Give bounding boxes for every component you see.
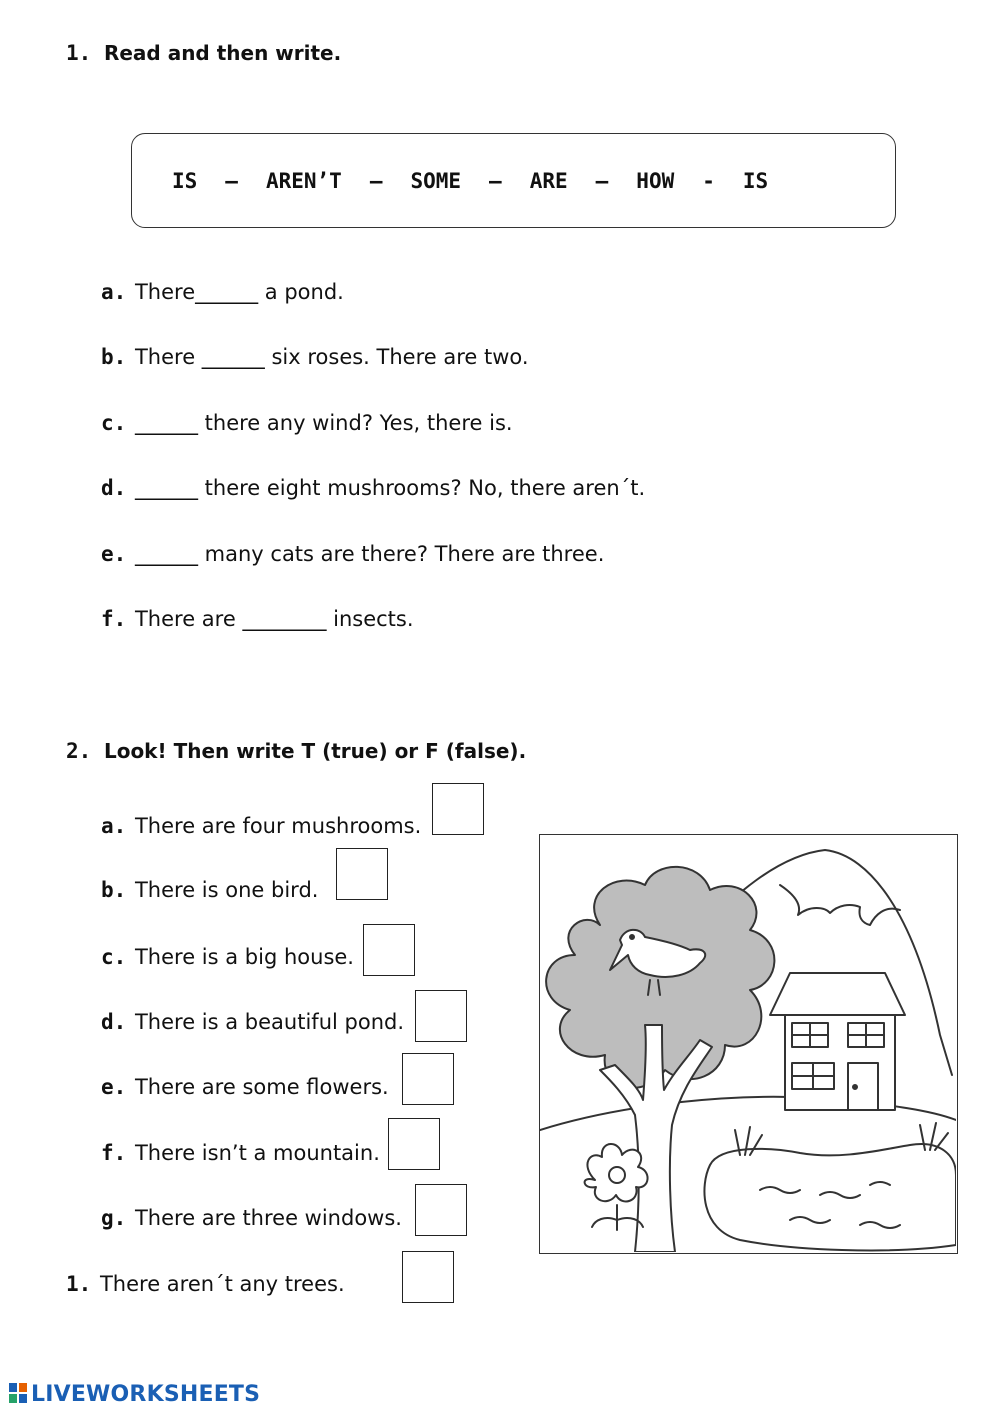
item-label: b. [101,878,127,902]
answer-box[interactable] [415,1184,467,1236]
section-1-number: 1. [66,41,92,65]
fill-blank-item [101,345,529,369]
item-text: There______ a pond. [134,280,344,304]
section-1-heading [66,41,341,65]
item-text: ______ many cats are there? There are three. [134,542,605,566]
item-text: There is a big house. [134,945,354,969]
fill-blank-item [101,476,645,500]
word-bank-separator: – [489,168,502,193]
liveworksheets-logo [8,1382,260,1407]
liveworksheets-mark-icon [8,1382,28,1404]
section-2-title: Look! Then write T (true) or F (false). [103,739,527,763]
item-text: There is one bird. [134,878,319,902]
item-label: a. [101,280,127,304]
item-text: ______ there any wind? Yes, there is. [134,411,513,435]
item-label: c. [101,411,127,435]
item-label: c. [101,945,127,969]
word-bank-word: ARE [529,168,568,193]
section-2-number: 2. [66,739,92,763]
item-label: f. [101,1141,127,1165]
scene-illustration [539,834,958,1254]
word-bank-word: SOME [410,168,462,193]
item-text: There are four mushrooms. [134,814,422,838]
item-text: There isn’t a mountain. [134,1141,380,1165]
item-label: 1. [66,1272,92,1296]
word-bank-separator: - [702,168,715,193]
fill-blank-item [101,607,414,631]
answer-box[interactable] [415,990,467,1042]
item-label: e. [101,1075,127,1099]
fill-blank-item [101,411,513,435]
true-false-item [101,878,318,902]
answer-box[interactable] [402,1251,454,1303]
word-bank-word: IS [172,168,198,193]
word-bank-word: AREN’T [265,168,342,193]
scene-svg [540,835,956,1252]
true-false-item [101,1075,389,1099]
word-bank-word: HOW [636,168,675,193]
brand-name: LIVEWORKSHEETS [31,1382,261,1407]
true-false-item [101,1141,380,1165]
item-label: a. [101,814,127,838]
word-bank-separator: – [595,168,609,193]
item-label: g. [101,1206,127,1230]
word-bank-separator: – [369,168,383,193]
true-false-item [101,1010,404,1034]
house-roof [770,973,905,1015]
fill-blank-item [101,542,604,566]
section-1-title: Read and then write. [103,41,342,65]
word-bank [131,133,896,228]
item-text: ______ there eight mushrooms? No, there aren´t. [134,476,646,500]
answer-box[interactable] [388,1118,440,1170]
item-label: b. [101,345,127,369]
fill-blank-item [101,280,344,304]
answer-box[interactable] [336,848,388,900]
pond [704,1144,956,1250]
item-text: There are some flowers. [134,1075,389,1099]
word-bank-separator: – [225,168,238,193]
true-false-item [66,1272,345,1296]
true-false-item [101,945,354,969]
item-text: There aren´t any trees. [99,1272,345,1296]
item-label: d. [101,476,127,500]
item-label: f. [101,607,127,631]
item-text: There ______ six roses. There are two. [134,345,529,369]
section-2-heading [66,739,526,763]
true-false-item [101,1206,402,1230]
answer-box[interactable] [363,924,415,976]
item-text: There is a beautiful pond. [134,1010,405,1034]
item-text: There are ________ insects. [134,607,414,631]
word-bank-word: IS [742,168,769,193]
item-text: There are three windows. [134,1206,402,1230]
item-label: d. [101,1010,127,1034]
answer-box[interactable] [432,783,484,835]
true-false-item [101,814,421,838]
answer-box[interactable] [402,1053,454,1105]
item-label: e. [101,542,127,566]
